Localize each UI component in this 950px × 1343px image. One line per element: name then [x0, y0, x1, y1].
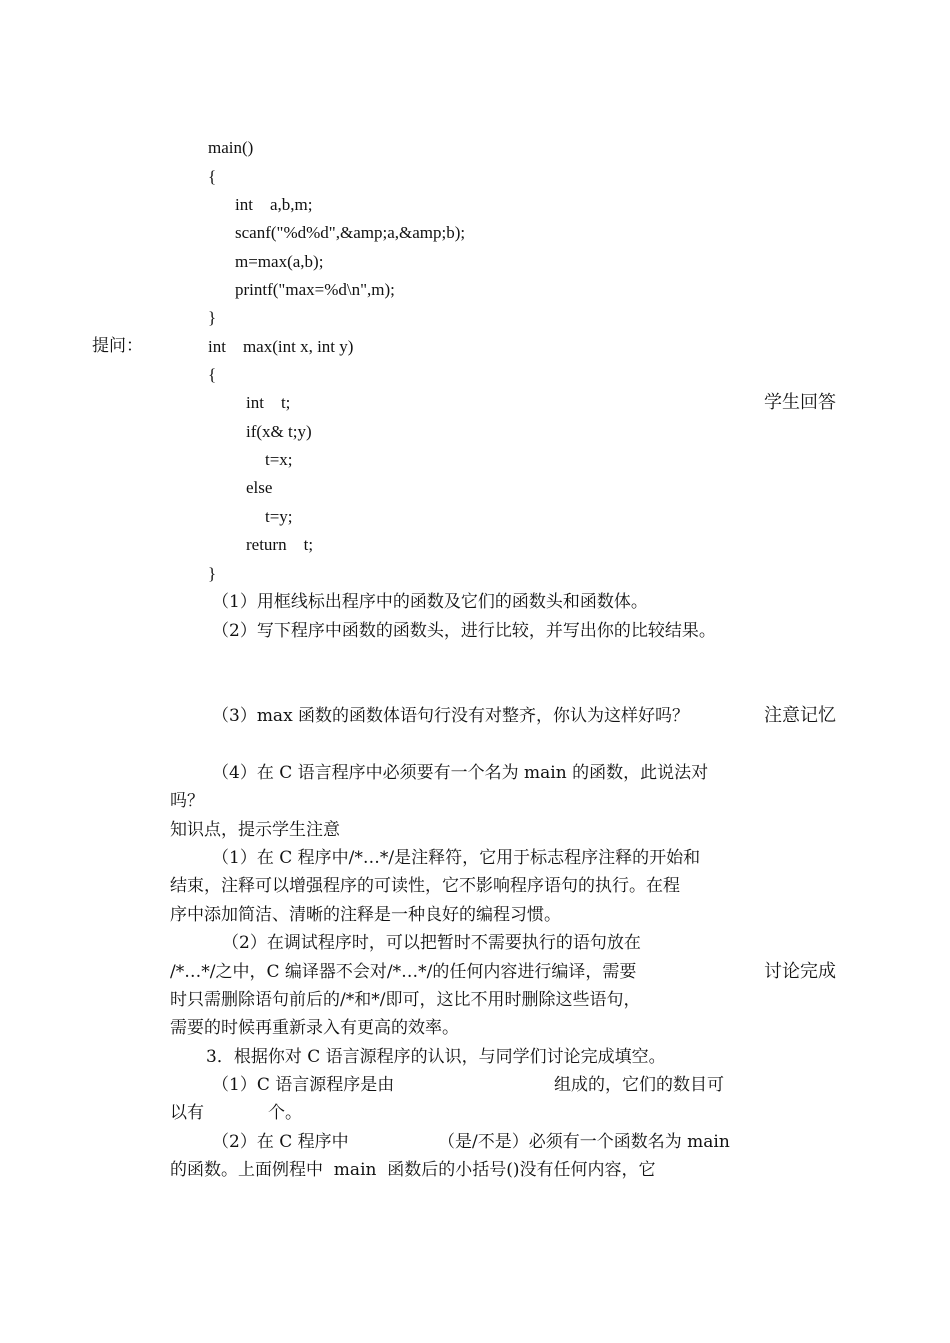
question-4-line-1: （4）在 C 语言程序中必须要有一个名为 main 的函数，此说法对 [212, 763, 709, 783]
knowledge-1-line-3: 序中添加简洁、清晰的注释是一种良好的编程习惯。 [170, 905, 561, 925]
code-t-equals-y: t=y; [265, 507, 293, 526]
knowledge-heading: 知识点，提示学生注意 [170, 820, 340, 840]
question-2: （2）写下程序中函数的函数头，进行比较，并写出你的比较结果。 [212, 621, 716, 641]
code-return: return t; [246, 535, 314, 554]
code-max-signature: int max(int x, int y) [208, 337, 354, 356]
fill-intro: 3．根据你对 C 语言源程序的认识，与同学们讨论完成填空。 [206, 1047, 666, 1067]
knowledge-2-line-3: 时只需删除语句前后的/*和*/即可，这比不用时删除这些语句， [170, 990, 641, 1010]
fill-2-left: （2）在 C 程序中 [212, 1132, 349, 1152]
code-close-brace: } [208, 308, 217, 327]
side-note-student-answer: 学生回答 [764, 392, 836, 413]
code-open-brace: { [208, 167, 217, 186]
fill-2-line-2: 的函数。上面例程中 main 函数后的小括号()没有任何内容，它 [170, 1160, 656, 1180]
code-if: if(x& t;y) [246, 422, 312, 441]
code-assign: m=max(a,b); [235, 252, 324, 271]
code-t-equals-x: t=x; [265, 450, 293, 469]
fill-1-right: 组成的，它们的数目可 [554, 1075, 724, 1095]
code-scanf: scanf("%d%d",&amp;a,&amp;b); [235, 223, 466, 242]
knowledge-2-line-2: /*…*/之中，C 编译器不会对/*…*/的任何内容进行编译，需要 [170, 962, 637, 982]
question-4-line-2: 吗？ [170, 791, 204, 811]
side-note-discuss: 讨论完成 [764, 961, 836, 982]
question-3: （3）max 函数的函数体语句行没有对整齐，你认为这样好吗？ [212, 706, 690, 726]
knowledge-1-line-1: （1）在 C 程序中/*…*/是注释符，它用于标志程序注释的开始和 [212, 848, 701, 868]
code-declaration: int a,b,m; [235, 195, 313, 214]
fill-1b-right: 个。 [268, 1103, 302, 1123]
code-main-signature: main() [208, 138, 254, 157]
fill-2-right: （是/不是）必须有一个函数名为 main [438, 1132, 730, 1152]
knowledge-1-line-2: 结束，注释可以增强程序的可读性，它不影响程序语句的执行。在程 [170, 876, 680, 896]
code-printf: printf("max=%d\n",m); [235, 280, 395, 299]
code-else: else [246, 478, 273, 497]
fill-1b-left: 以有 [170, 1103, 204, 1123]
knowledge-2-line-1: （2）在调试程序时，可以把暂时不需要执行的语句放在 [222, 933, 641, 953]
side-note-remember: 注意记忆 [764, 705, 836, 726]
fill-1-left: （1）C 语言源程序是由 [212, 1075, 395, 1095]
knowledge-2-line-4: 需要的时候再重新录入有更高的效率。 [170, 1018, 459, 1038]
left-label: 提问： [92, 336, 143, 356]
code-declaration-t: int t; [246, 393, 291, 412]
code-close-brace-2: } [208, 564, 217, 583]
question-1: （1）用框线标出程序中的函数及它们的函数头和函数体。 [212, 592, 648, 612]
code-open-brace-2: { [208, 365, 217, 384]
